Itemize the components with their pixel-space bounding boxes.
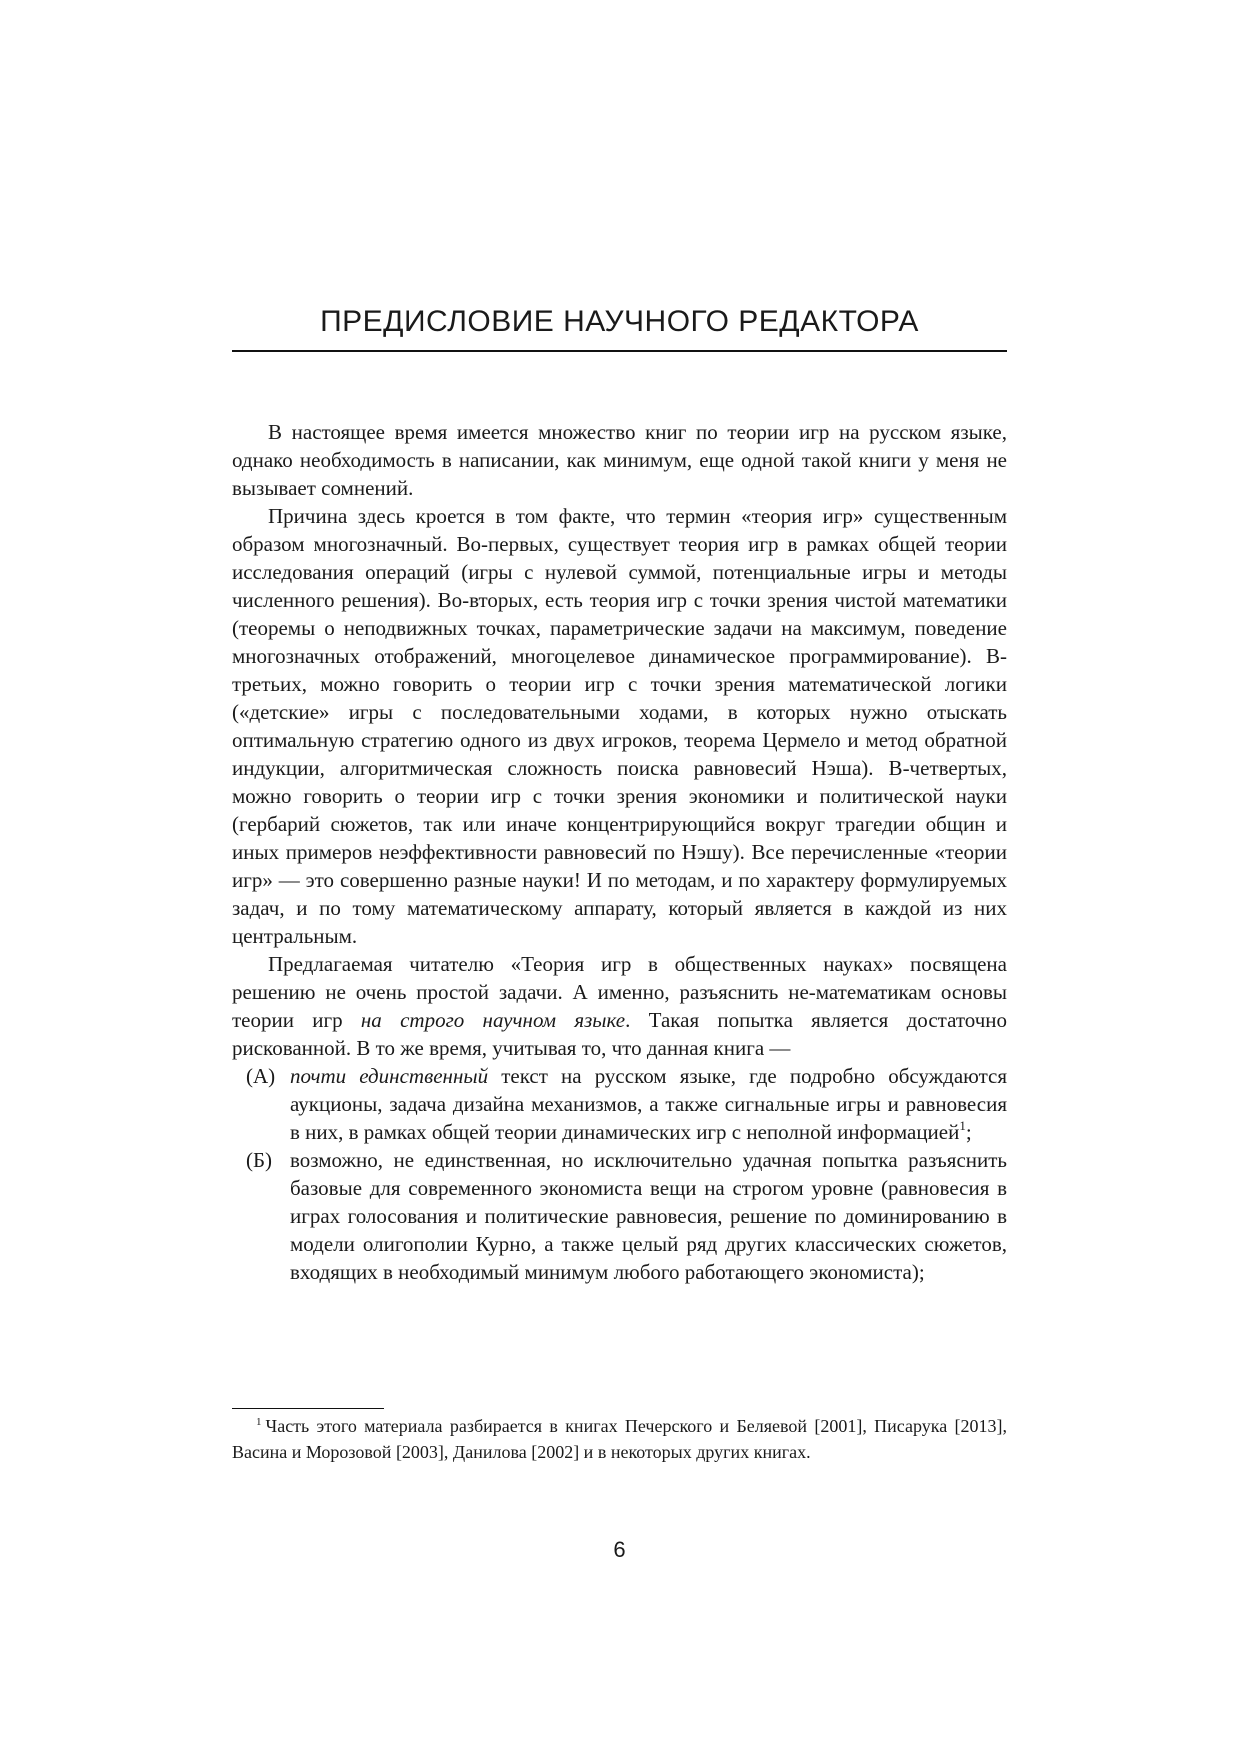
paragraph-3-end: . Такая попытка является достаточно рискованной. В то же время, учитывая то, что данная книга —: [232, 1008, 1008, 1060]
paragraph-2: Причина здесь кроется в том факте, что термин «теория игр» существенным образом многозначный. Во-первых, существует теория игр в рамках общей теории исследования операций (игры с нулевой суммой, потенциальные игры и методы численного решения). Во-вторых, есть теория игр с точки зрения чистой математики (теоремы о неподвижных точках, параметрические задачи на максимум, поведение многозначных отображений, многоцелевое динамическое программирование). В-третьих, можно говорить о теории игр с точки зрения математической логики («детские» игры с последовательными ходами, в которых нужно отыскать оптимальную стратегию одного из двух игроков, теорема Цермело и метод обратной индукции, алгоритмическая сложность поиска равновесий Нэша). В-четвертых, можно говорить о теории игр с точки зрения экономики и политической науки (гербарий сюжетов, так или иначе концентрирующийся вокруг трагедии общин и иных примеров неэффективности равновесий по Нэшу). Все перечисленные «теории игр» — это совершенно разные науки! И по методам, и по характеру формулируемых задач, и по тому математическому аппарату, который является в каждой из них центральным.: [232, 504, 1007, 948]
paragraph-1: В настоящее время имеется множество книг по теории игр на русском языке, однако необходимость в написании, как минимум, еще одной такой книги у меня не вызывает сомнений.: [232, 420, 1007, 500]
main-text: [232, 418, 1007, 1286]
paragraph-3-start: Предлагаемая читателю «Теория игр в общественных науках» посвящена решению не очень простой задачи. А именно, разъяснить не-математикам основы теории игр: [232, 952, 1007, 1032]
footnote: [232, 1413, 1007, 1465]
list-item-b-text: возможно, не единственная, но исключительно удачная попытка разъяснить базовые для современного экономиста вещи на строгом уровне (равновесия в играх голосования и политические равновесия, решение по доминированию в модели олигополии Курно, а также целый ряд других классических сюжетов, входящих в необходимый минимум любого работающего экономиста);: [290, 1148, 1007, 1284]
footnote-text: Часть этого материала разбирается в книгах Печерского и Беляевой [2001], Писарука [2013], Васина и Морозовой [2003], Данилова [2002] и в некоторых других книгах.: [232, 1416, 1007, 1462]
footnote-separator: [232, 1408, 384, 1409]
footnote-mark: 1: [256, 1416, 262, 1428]
paragraph-3-emphasis: на строго научном языке: [360, 1008, 626, 1032]
list-item-b: [232, 1146, 1007, 1286]
title-underline: [232, 350, 1007, 352]
enumerated-list: [232, 1062, 1007, 1286]
paragraph-3: [232, 950, 1007, 1062]
list-marker-a: (А): [246, 1064, 276, 1088]
list-item-a: [232, 1062, 1007, 1146]
list-marker-b: (Б): [246, 1148, 273, 1172]
list-item-a-text: текст на русском языке, где подробно обсуждаются аукционы, задача дизайна механизмов, а также сигнальные игры и равновесия в них, в рамках общей теории динамических игр с неполной информацией: [290, 1064, 1007, 1144]
page-title: ПРЕДИСЛОВИЕ НАУЧНОГО РЕДАКТОРА: [320, 305, 919, 338]
list-item-a-emphasis: почти единственный: [290, 1064, 489, 1088]
page-number: 6: [613, 1537, 626, 1562]
footnote-reference[interactable]: 1: [959, 1118, 966, 1133]
list-item-a-tail: ;: [965, 1120, 972, 1144]
